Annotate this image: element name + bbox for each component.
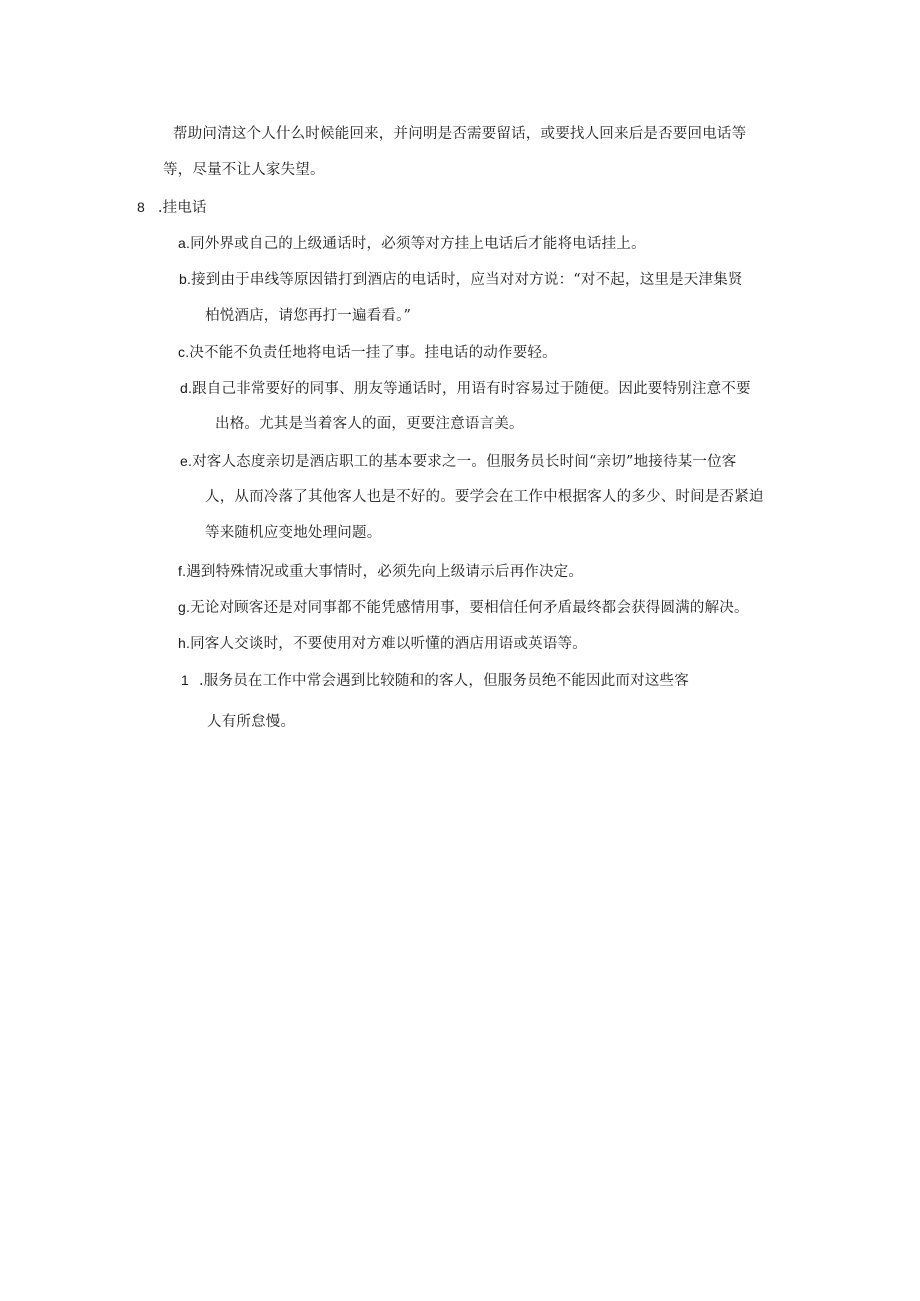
item-marker: a.	[178, 235, 191, 251]
intro-line-1: 帮助问清这个人什么时候能回来，并问明是否需要留话，或要找人回来后是否要回电话等	[173, 126, 747, 142]
list-item-e-continued-2: 等来随机应变地处理问题。	[205, 525, 382, 541]
item-marker: h.	[178, 635, 191, 651]
item-text: 对客人态度亲切是酒店职工的基本要求之一。但服务员长时间“亲切”地接待某一位客	[192, 454, 737, 470]
item-marker: b.	[179, 271, 192, 287]
item-marker: 1	[181, 672, 189, 688]
section-title: .挂电话	[157, 200, 207, 216]
item-text: 同外界或自己的上级通话时，必须等对方挂上电话后才能将电话挂上。	[190, 236, 646, 252]
section-number: 8	[137, 199, 145, 215]
item-marker: c.	[178, 344, 190, 360]
section-heading	[137, 197, 207, 218]
item-text: 遇到特殊情况或重大事情时，必须先向上级请示后再作决定。	[186, 564, 584, 580]
item-text: .服务员在工作中常会遇到比较随和的客人，但服务员绝不能因此而对这些客	[199, 673, 689, 689]
item-text: 接到由于串线等原因错打到酒店的电话时，应当对对方说：“对不起，这里是天津集贤	[191, 272, 743, 288]
item-text: 决不能不负责任地将电话一挂了事。挂电话的动作要轻。	[189, 345, 557, 361]
list-item-1	[181, 670, 689, 691]
list-item-a	[178, 233, 646, 254]
item-text: 无论对顾客还是对同事都不能凭感情用事，要相信任何矛盾最终都会获得圆满的解决。	[190, 600, 749, 616]
item-marker: e.	[180, 453, 193, 469]
list-item-c	[178, 342, 557, 363]
item-text: 跟自己非常要好的同事、朋友等通话时，用语有时容易过于随便。因此要特别注意不要	[192, 381, 751, 397]
item-marker: g.	[178, 599, 191, 615]
list-item-1-continued: 人有所怠慢。	[207, 714, 296, 730]
intro-line-2: 等，尽量不让人家失望。	[163, 162, 325, 178]
list-item-d-continued: 出格。尤其是当着客人的面，更要注意语言美。	[215, 416, 524, 432]
list-item-g	[178, 597, 749, 618]
list-item-h	[178, 633, 587, 654]
list-item-e-continued-1: 人，从而冷落了其他客人也是不好的。要学会在工作中根据客人的多少、时间是否紧迫	[205, 489, 764, 505]
list-item-f	[178, 561, 583, 582]
list-item-d	[180, 378, 751, 399]
list-item-b	[179, 269, 743, 290]
item-marker: f.	[178, 563, 187, 579]
list-item-e	[180, 451, 737, 472]
item-marker: d.	[180, 380, 193, 396]
list-item-b-continued: 柏悦酒店，请您再打一遍看看。”	[205, 308, 412, 324]
item-text: 同客人交谈时，不要使用对方难以听懂的酒店用语或英语等。	[190, 636, 587, 652]
